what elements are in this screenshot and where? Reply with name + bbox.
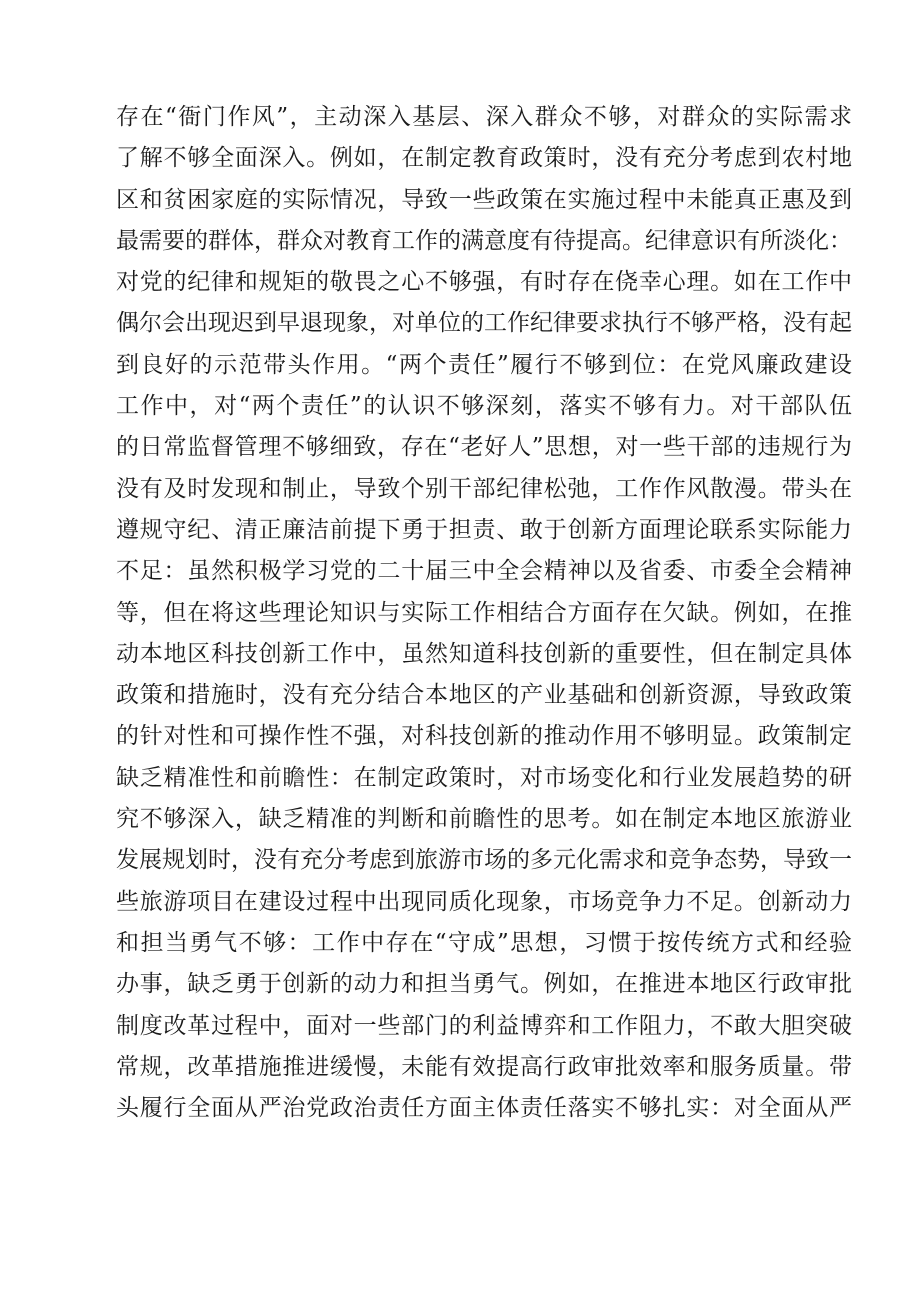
text-line: 究不够深入，缺乏精准的判断和前瞻性的思考。如在制定本地区旅游业 — [116, 806, 852, 833]
text-line: 等，但在将这些理论知识与实际工作相结合方面存在欠缺。例如，在推 — [116, 599, 852, 626]
text-line: 遵规守纪、清正廉洁前提下勇于担责、敢于创新方面理论联系实际能力 — [116, 516, 852, 543]
text-line: 动本地区科技创新工作中，虽然知道科技创新的重要性，但在制定具体 — [116, 640, 852, 667]
text-line: 办事，缺乏勇于创新的动力和担当勇气。例如，在推进本地区行政审批 — [116, 971, 852, 998]
text-line: 存在“衙门作风”，主动深入基层、深入群众不够，对群众的实际需求 — [116, 104, 852, 130]
text-line: 不足：虽然积极学习党的二十届三中全会精神以及省委、市委全会精神 — [116, 558, 852, 585]
text-line: 头履行全面从严治党政治责任方面主体责任落实不够扎实：对全面从严 — [116, 1095, 852, 1122]
text-line: 的针对性和可操作性不强，对科技创新的推动作用不够明显。政策制定 — [116, 723, 852, 750]
body-text — [116, 97, 852, 1129]
text-line: 工作中，对“两个责任”的认识不够深刻，落实不够有力。对干部队伍 — [116, 393, 852, 420]
text-line: 没有及时发现和制止，导致个别干部纪律松弛，工作作风散漫。带头在 — [116, 475, 852, 502]
text-line: 些旅游项目在建设过程中出现同质化现象，市场竞争力不足。创新动力 — [116, 888, 852, 915]
text-line: 缺乏精准性和前瞻性：在制定政策时，对市场变化和行业发展趋势的研 — [116, 764, 852, 791]
text-line: 偶尔会出现迟到早退现象，对单位的工作纪律要求执行不够严格，没有起 — [116, 310, 852, 337]
text-line: 对党的纪律和规矩的敬畏之心不够强，有时存在侥幸心理。如在工作中 — [116, 269, 852, 296]
text-line: 发展规划时，没有充分考虑到旅游市场的多元化需求和竞争态势，导致一 — [116, 847, 852, 874]
text-line: 最需要的群体，群众对教育工作的满意度有待提高。纪律意识有所淡化： — [116, 227, 852, 254]
text-line: 政策和措施时，没有充分结合本地区的产业基础和创新资源，导致政策 — [116, 682, 852, 709]
text-line: 的日常监督管理不够细致，存在“老好人”思想，对一些干部的违规行为 — [116, 434, 852, 461]
text-line: 制度改革过程中，面对一些部门的利益博弈和工作阻力，不敢大胆突破 — [116, 1012, 852, 1039]
text-line: 和担当勇气不够：工作中存在“守成”思想，习惯于按传统方式和经验 — [116, 929, 852, 956]
text-line: 了解不够全面深入。例如，在制定教育政策时，没有充分考虑到农村地 — [116, 145, 852, 172]
text-line: 区和贫困家庭的实际情况，导致一些政策在实施过程中未能真正惠及到 — [116, 186, 852, 213]
text-line: 常规，改革措施推进缓慢，未能有效提高行政审批效率和服务质量。带 — [116, 1053, 852, 1080]
text-line: 到良好的示范带头作用。“两个责任”履行不够到位：在党风廉政建设 — [116, 351, 852, 378]
